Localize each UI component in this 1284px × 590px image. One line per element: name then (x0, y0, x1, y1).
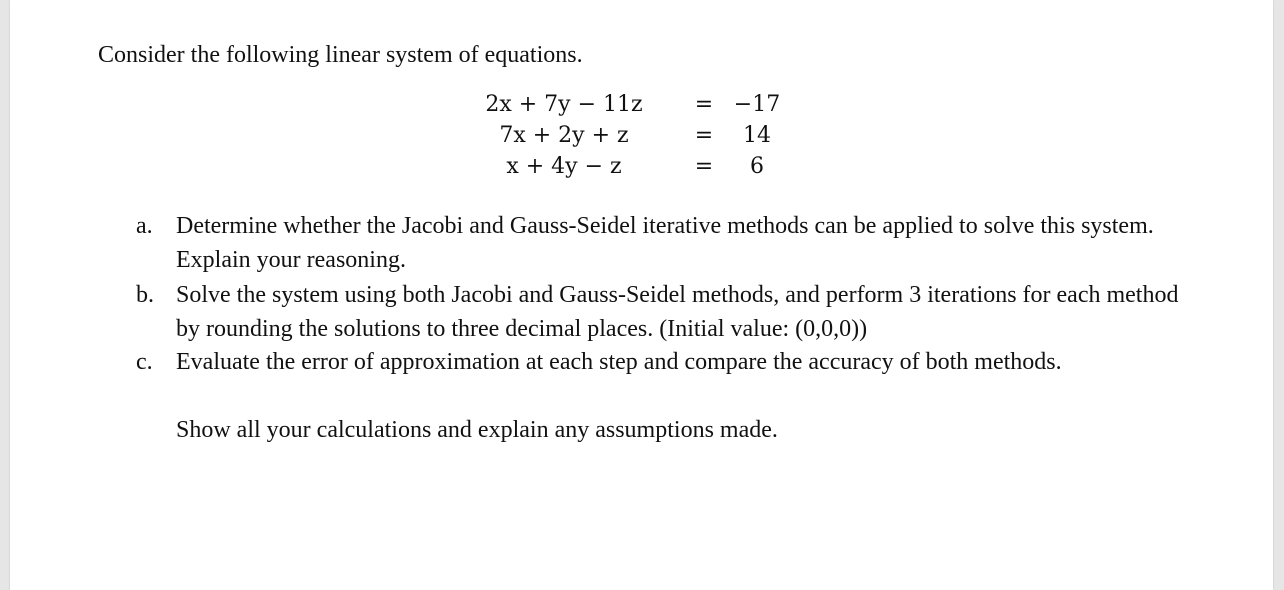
equation-row (10, 151, 764, 183)
equation-row (10, 120, 771, 152)
equals-sign: = (694, 154, 714, 179)
question-text: Solve the system using both Jacobi and Gauss-Seidel methods, and perform 3 iterations for each method by rounding the solutions to three decimal places. (Initial value: (0,0,0)) (176, 282, 1179, 342)
document-page (10, 0, 1273, 590)
equation-lhs: x + 4y − z (506, 154, 622, 179)
equals-sign: = (694, 123, 714, 148)
equation-rhs: 6 (750, 154, 764, 179)
equals-sign: = (694, 92, 714, 117)
equation-rhs: 14 (743, 123, 771, 148)
question-text: Evaluate the error of approximation at each step and compare the accuracy of both methods. (176, 349, 1062, 375)
closing-instruction: Show all your calculations and explain any assumptions made. (176, 417, 778, 443)
equation-lhs: 7x + 2y + z (499, 123, 629, 148)
equation-rhs: −17 (733, 92, 781, 117)
intro-text: Consider the following linear system of equations. (98, 42, 583, 68)
list-marker: b. (136, 282, 154, 308)
list-marker: c. (136, 349, 153, 375)
equation-lhs: 2x + 7y − 11z (485, 92, 643, 117)
question-text: Determine whether the Jacobi and Gauss-Seidel iterative methods can be applied to solve this system. Explain your reasoning. (176, 213, 1154, 273)
list-marker: a. (136, 213, 153, 239)
equation-row (10, 89, 781, 121)
